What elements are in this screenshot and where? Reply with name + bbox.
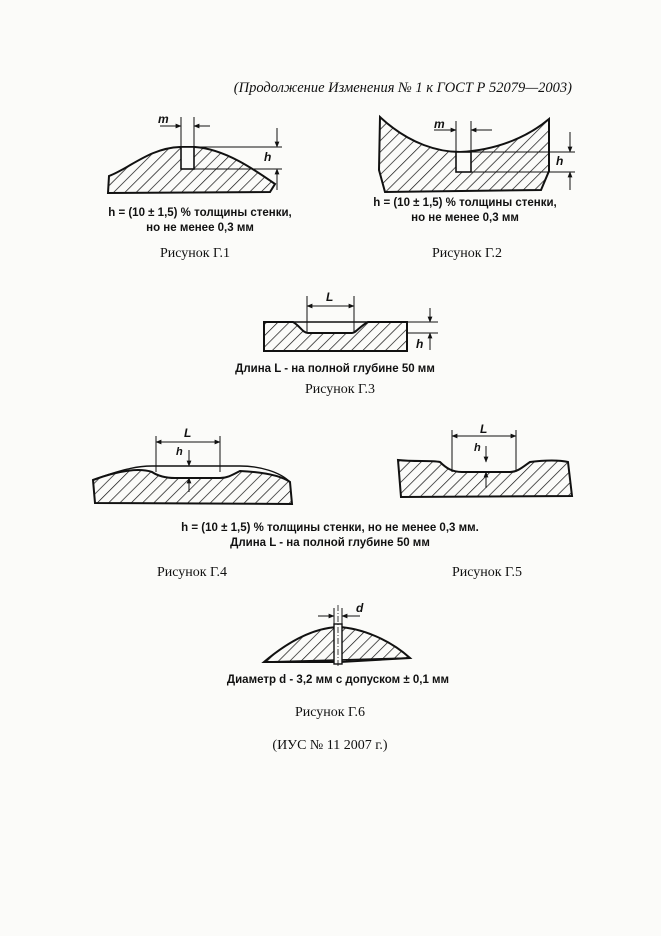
fig1-note-line1: h = (10 ± 1,5) % толщины стенки, bbox=[108, 207, 292, 219]
fig5-dim-l: L bbox=[480, 422, 488, 436]
fig1-note-line2: но не менее 0,3 мм bbox=[146, 222, 254, 234]
fig1-dim-h: h bbox=[264, 150, 272, 164]
fig4-caption: Рисунок Г.4 bbox=[156, 565, 228, 580]
fig2-dim-h: h bbox=[556, 154, 564, 168]
fig6-dim-d: d bbox=[356, 601, 364, 615]
fig45-note-line1: h = (10 ± 1,5) % толщины стенки, но не менее 0,3 мм. bbox=[181, 522, 479, 534]
fig1-caption: Рисунок Г.1 bbox=[159, 246, 231, 261]
page-header: (Продолжение Изменения № 1 к ГОСТ Р 52079—2003) bbox=[233, 80, 572, 96]
fig5-caption: Рисунок Г.5 bbox=[451, 565, 523, 580]
fig3-dim-l: L bbox=[326, 290, 334, 304]
fig2-note-line2: но не менее 0,3 мм bbox=[411, 212, 519, 224]
fig3-caption: Рисунок Г.3 bbox=[304, 382, 376, 397]
fig2-note-line1: h = (10 ± 1,5) % толщины стенки, bbox=[373, 197, 557, 209]
fig6-note: Диаметр d - 3,2 мм с допуском ± 0,1 мм bbox=[226, 674, 450, 686]
fig6-caption: Рисунок Г.6 bbox=[294, 705, 366, 720]
fig5-dim-h: h bbox=[474, 442, 481, 454]
fig4-dim-l: L bbox=[184, 426, 192, 440]
fig4-dim-h: h bbox=[176, 446, 183, 458]
fig45-note-line2: Длина L - на полной глубине 50 мм bbox=[230, 537, 430, 549]
fig2-caption: Рисунок Г.2 bbox=[431, 246, 503, 261]
fig3-note: Длина L - на полной глубине 50 мм bbox=[235, 363, 435, 375]
page-footer: (ИУС № 11 2007 г.) bbox=[272, 738, 388, 753]
fig2-dim-m: m bbox=[434, 117, 445, 131]
fig3-dim-h: h bbox=[416, 337, 424, 351]
fig1-dim-m: m bbox=[158, 112, 169, 126]
